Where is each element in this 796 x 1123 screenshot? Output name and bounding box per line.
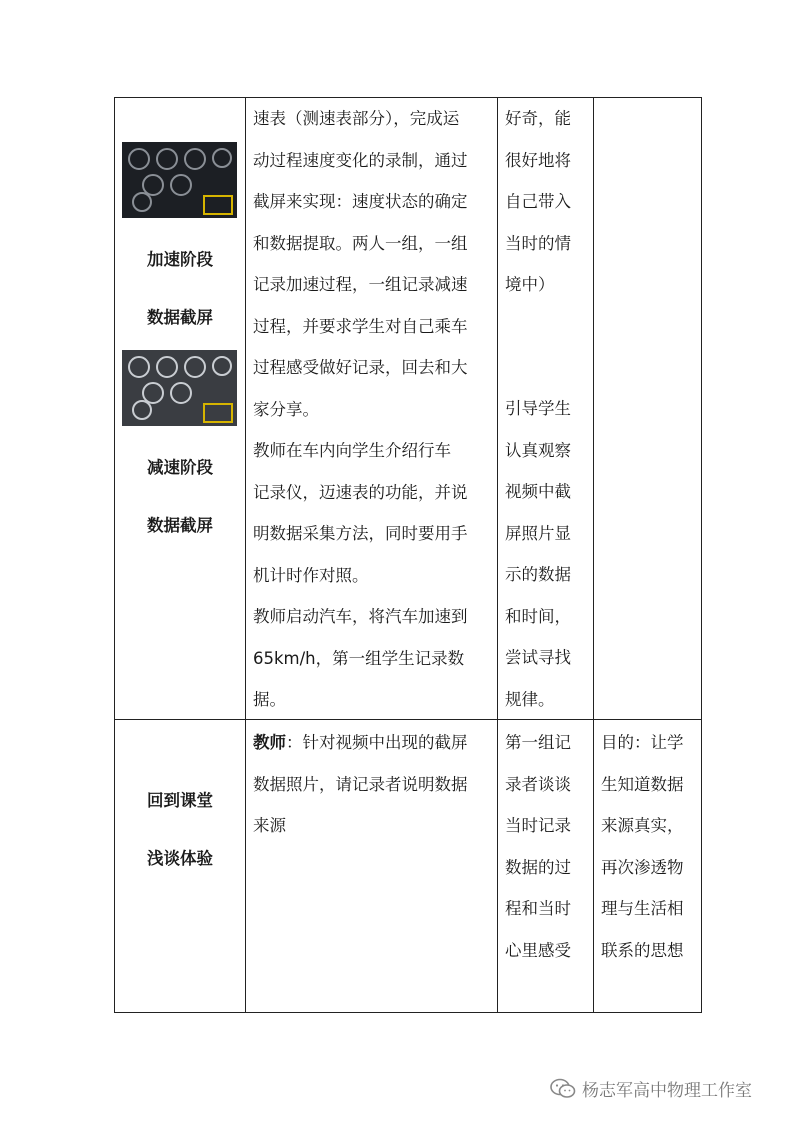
row2-student-text: 第一组记 录者谈谈 当时记录 数据的过 程和当时 心里感受: [505, 733, 571, 960]
row1-student-text-bottom: 引导学生 认真观察 视频中截 屏照片显 示的数据 和时间， 尝试寻找 规律。: [505, 399, 571, 709]
column-divider: [593, 98, 594, 1012]
accel-stage-label: 加速阶段 数据截屏: [147, 249, 213, 327]
row2-activity-text: 教师：针对视频中出现的截屏 数据照片，请记录者说明数据 来源: [253, 733, 468, 835]
accel-screenshot-image: [122, 142, 237, 218]
lesson-table: [114, 97, 702, 1013]
teacher-prefix: 教师: [253, 733, 286, 752]
wechat-icon: [550, 1078, 576, 1100]
column-divider: [497, 98, 498, 1012]
decel-stage-label: 减速阶段 数据截屏: [147, 457, 213, 535]
back-to-class-label: 回到课堂 浅谈体验: [147, 790, 213, 868]
row1-student-text-top: 好奇，能 很好地将 自己带入 当时的情 境中）: [505, 109, 571, 294]
decel-screenshot-image: [122, 350, 237, 426]
watermark: [550, 1076, 752, 1101]
column-divider: [245, 98, 246, 1012]
watermark-text: 杨志军高中物理工作室: [582, 1081, 752, 1101]
row1-activity-text: 速表（测速表部分），完成运 动过程速度变化的录制，通过 截屏来实现：速度状态的确定 和数据提取。两人一组，一组 记录加速过程，一组记录减速 过程，并要求学生对自己乘车 过程感受做好记录，回去和大 家分享。 教师在车内向学生介绍行车 记录仪，迈速表的功能，并说 明数据采集方法，同时要用手 机计时作对照。 教师启动汽车，将汽车加速到 65km/h，第一组学生记录数 据。: [253, 109, 468, 709]
row2-purpose-text: 目的：让学 生知道数据 来源真实， 再次渗透物 理与生活相 联系的思想: [601, 733, 684, 960]
